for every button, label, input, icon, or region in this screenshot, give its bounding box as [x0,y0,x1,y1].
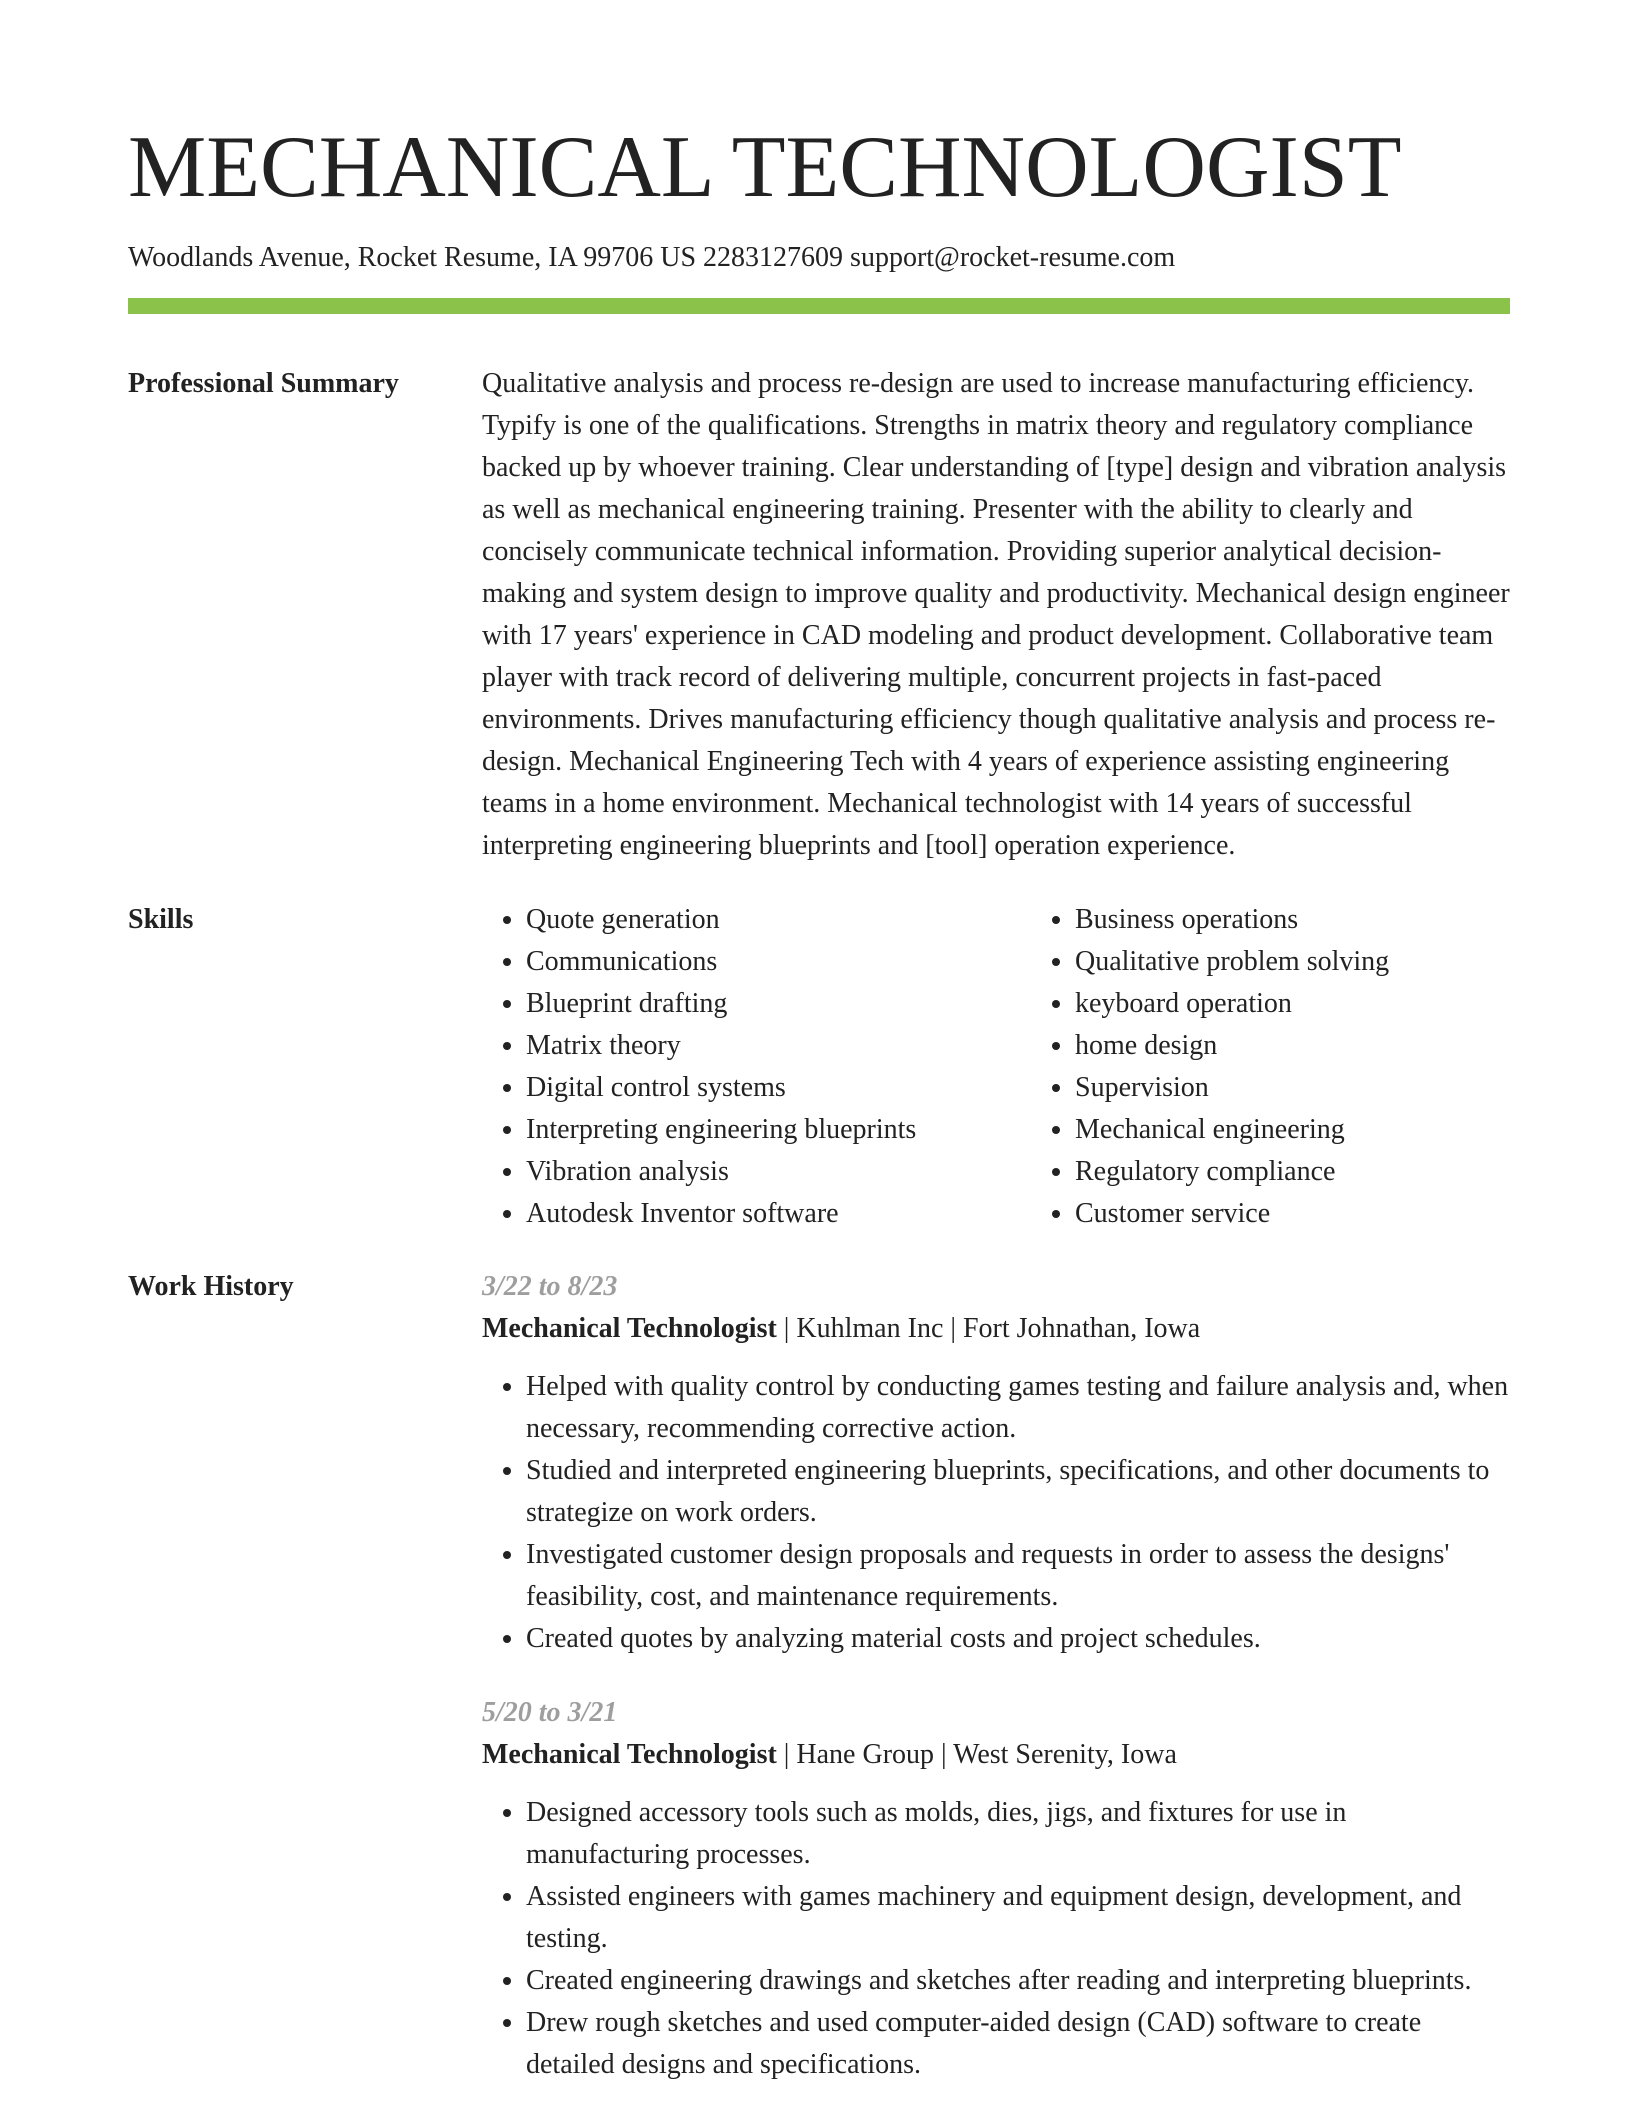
skill-item: • Autodesk Inventor software [526,1193,1031,1235]
job-title: Mechanical Technologist [482,1739,777,1770]
skills-heading: Skills [128,904,194,935]
work-history-section [128,1266,1510,2086]
job-separator: | [934,1739,954,1770]
job-bullet-list [482,1366,1510,1660]
job-bullet: • Assisted engineers with games machinery and equipment design, development, and testing. [526,1876,1510,1960]
job-header [482,1734,1510,1776]
skill-item: • Qualitative problem solving [1075,941,1580,983]
skill-item: • Mechanical engineering [1075,1109,1580,1151]
job-company: Hane Group [796,1739,935,1770]
summary-text: Qualitative analysis and process re-design are used to increase manufacturing efficiency. Typify is one of the qualifications. Strengths in matrix theory and regulatory compliance backed up by whoever training. Clear understanding of [type] design and vibration analysis as well as mechanical engineering training. Presenter with the ability to clearly and concisely communicate technical information. Providing superior analytical decision-making and system design to improve quality and productivity. Mechanical design engineer with 17 years' experience in CAD modeling and product development. Collaborative team player with track record of delivering multiple, concurrent projects in fast-paced environments. Drives manufacturing efficiency though qualitative analysis and process re-design. Mechanical Engineering Tech with 4 years of experience assisting engineering teams in a home environment. Mechanical technologist with 14 years of successful interpreting engineering blueprints and [tool] operation experience. [482,368,1510,861]
skill-item: • Business operations [1075,899,1580,941]
job-bullet-list [482,1792,1510,2086]
contact-line: Woodlands Avenue, Rocket Resume, IA 99706 US 2283127609 support@rocket-resume.com [128,242,1176,273]
skills-list-left [482,899,1031,1235]
resume-page [128,0,1510,2086]
job-title: Mechanical Technologist [482,1313,777,1344]
job-dates: 5/20 to 3/21 [482,1697,618,1728]
job-location: Fort Johnathan, Iowa [962,1313,1201,1344]
job-bullet: • Drew rough sketches and used computer-aided design (CAD) software to create detailed designs and specifications. [526,2002,1510,2086]
skill-item: • Communications [526,941,1031,983]
job-bullet: • Investigated customer design proposals and requests in order to assess the designs' feasibility, cost, and maintenance requirements. [526,1534,1510,1618]
skill-item: • Digital control systems [526,1067,1031,1109]
job-separator: | [776,1739,797,1770]
summary-section [128,363,1510,867]
skill-item: • Blueprint drafting [526,983,1031,1025]
job-bullet: • Designed accessory tools such as molds, dies, jigs, and fixtures for use in manufacturing processes. [526,1792,1510,1876]
skills-section [128,899,1510,1235]
job-bullet: • Created engineering drawings and sketches after reading and interpreting blueprints. [526,1960,1510,2002]
skill-item: • Interpreting engineering blueprints [526,1109,1031,1151]
skill-item: • Regulatory compliance [1075,1151,1580,1193]
skill-item: • Vibration analysis [526,1151,1031,1193]
job-bullet: • Studied and interpreted engineering blueprints, specifications, and other documents to strategize on work orders. [526,1450,1510,1534]
skill-item: • Customer service [1075,1193,1580,1235]
skill-item: • Quote generation [526,899,1031,941]
resume-name: MECHANICAL TECHNOLOGIST [128,119,1402,216]
job-location: West Serenity, Iowa [953,1739,1177,1770]
job-company: Kuhlman Inc [796,1313,944,1344]
skill-item: • Supervision [1075,1067,1580,1109]
skills-columns [482,899,1580,1235]
skill-item: • home design [1075,1025,1580,1067]
job-separator: | [776,1313,797,1344]
job-bullet: • Created quotes by analyzing material costs and project schedules. [526,1618,1510,1660]
job-entry [482,1692,1510,2086]
skill-item: • Matrix theory [526,1025,1031,1067]
job-dates: 3/22 to 8/23 [482,1271,618,1302]
job-header [482,1308,1510,1350]
work-history-body [482,1266,1510,2086]
job-entry [482,1266,1510,1660]
work-history-heading: Work History [128,1271,294,1302]
skills-list-right [1031,899,1580,1235]
header-divider [128,298,1510,314]
job-separator: | [943,1313,963,1344]
job-bullet: • Helped with quality control by conducting games testing and failure analysis and, when necessary, recommending corrective action. [526,1366,1510,1450]
summary-heading: Professional Summary [128,368,399,399]
skill-item: • keyboard operation [1075,983,1580,1025]
